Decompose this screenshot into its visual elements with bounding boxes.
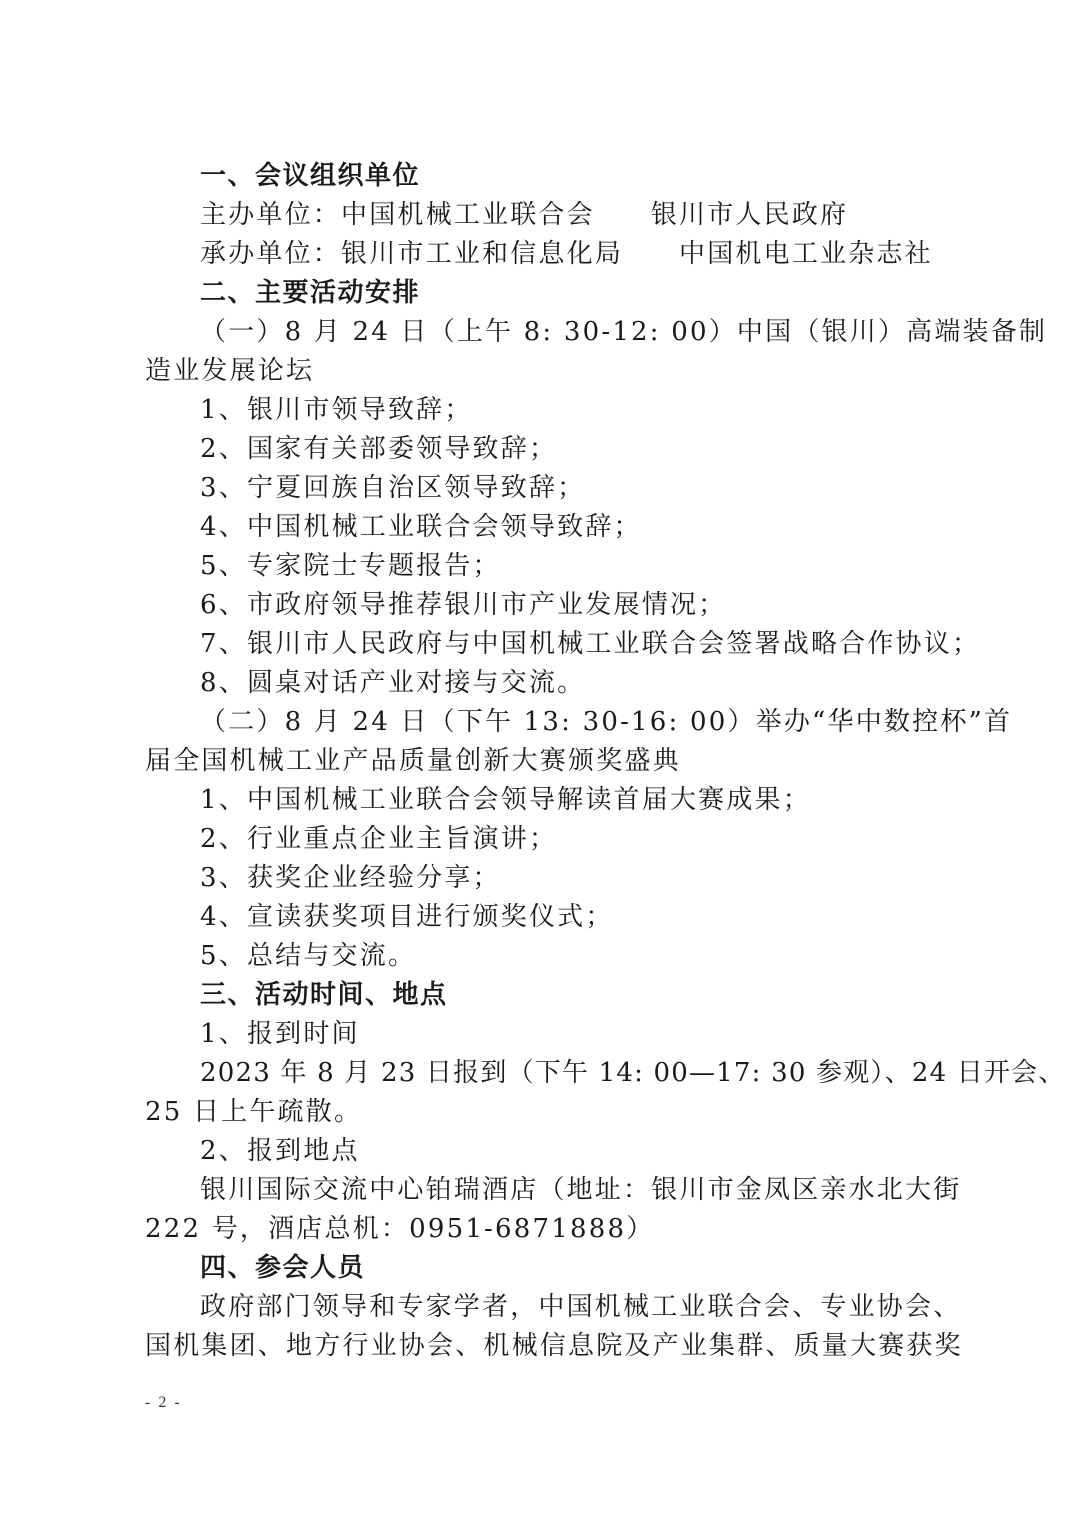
checkin-place-line1: 银川国际交流中心铂瑞酒店（地址：银川市金凤区亲水北大街 (200, 1175, 962, 1205)
attendees-line1: 政府部门领导和专家学者，中国机械工业联合会、专业协会、 (200, 1292, 962, 1322)
checkin-time-subheading: 1、报到时间 (200, 1019, 360, 1049)
section-4-heading: 四、参会人员 (200, 1253, 366, 1283)
part2-item: 1、中国机械工业联合会领导解读首届大赛成果； (200, 785, 811, 815)
host-label: 主办单位： (200, 200, 342, 230)
part1-item: 3、宁夏回族自治区领导致辞； (200, 473, 586, 503)
host-units (200, 197, 848, 233)
checkin-time-line2: 25 日上午疏散。 (145, 1097, 363, 1127)
part2-title-line1: （二）8 月 24 日（下午 13: 30-16: 00）举办“华中数控杯”首 (200, 707, 1013, 737)
checkin-place-subheading: 2、报到地点 (200, 1136, 360, 1166)
part1-item: 1、银川市领导致辞； (200, 395, 473, 425)
part2-title-line2: 届全国机械工业产品质量创新大赛颁奖盛典 (145, 746, 681, 776)
section-2-heading: 二、主要活动安排 (200, 278, 421, 308)
part1-item: 8、圆桌对话产业对接与交流。 (200, 668, 586, 698)
part2-item: 5、总结与交流。 (200, 941, 417, 971)
host-a: 中国机械工业联合会 (341, 200, 595, 230)
part2-item: 2、行业重点企业主旨演讲； (200, 824, 558, 854)
checkin-time-line1: 2023 年 8 月 23 日报到（下午 14: 00—17: 30 参观）、24 日开会、 (200, 1058, 1066, 1088)
part1-item: 6、市政府领导推荐银川市产业发展情况； (200, 590, 727, 620)
part1-title-line2: 造业发展论坛 (145, 356, 315, 386)
part2-item: 4、宣读获奖项目进行颁奖仪式； (200, 902, 614, 932)
part1-title-line1: （一）8 月 24 日（上午 8: 30-12: 00）中国（银川）高端装备制 (200, 317, 1048, 347)
section-1-heading: 一、会议组织单位 (200, 161, 421, 191)
organizer-a: 银川市工业和信息化局 (341, 239, 624, 269)
organizer-b: 中国机电工业杂志社 (679, 239, 933, 269)
organizer-label: 承办单位： (200, 239, 342, 269)
part1-item: 2、国家有关部委领导致辞； (200, 434, 558, 464)
checkin-place-line2: 222 号，酒店总机：0951-6871888） (145, 1214, 655, 1244)
part1-item: 7、银川市人民政府与中国机械工业联合会签署战略合作协议； (200, 629, 981, 659)
organizer-units (200, 236, 933, 272)
page-number: - 2 - (145, 1394, 182, 1411)
attendees-line2: 国机集团、地方行业协会、机械信息院及产业集群、质量大赛获奖 (145, 1331, 963, 1361)
host-b: 银川市人民政府 (650, 200, 849, 230)
part1-item: 5、专家院士专题报告； (200, 551, 501, 581)
part2-item: 3、获奖企业经验分享； (200, 863, 501, 893)
part1-item: 4、中国机械工业联合会领导致辞； (200, 512, 642, 542)
section-3-heading: 三、活动时间、地点 (200, 980, 448, 1010)
